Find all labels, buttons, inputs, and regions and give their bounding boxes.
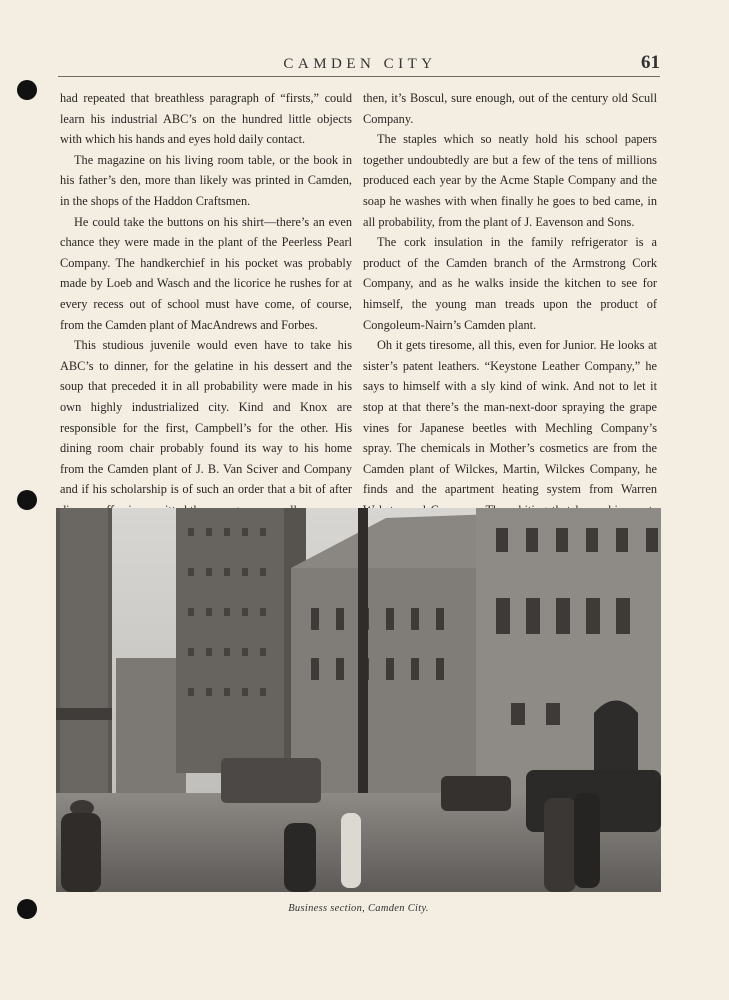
running-header-title: CAMDEN CITY <box>283 56 437 72</box>
left-column <box>60 88 352 520</box>
photo-illustration <box>56 508 661 892</box>
paragraph: had repeated that breathless paragraph of “firsts,” could learn his industrial ABC’s on the hundred little objects with which his hands and eyes hold daily contact. <box>60 91 352 147</box>
paragraph: then, it’s Boscul, sure enough, out of the century old Scull Company. <box>363 91 657 126</box>
binder-hole-bottom <box>17 899 37 919</box>
paragraph: The cork insulation in the family refrigerator is a product of the Camden branch of the Armstrong Cork Company, and as he walks inside the kitchen to see for himself, the young man treads upon the product of Congoleum-Nairn’s Camden plant. <box>363 235 657 332</box>
page-number: 61 <box>641 52 660 73</box>
right-column <box>363 88 657 562</box>
paragraph: He could take the buttons on his shirt—there’s an even chance they were made in the plant of the Peerless Pearl Company. The handkerchief in his pocket was probably made by Loeb and Wasch and the licorice he rushes for at every recess out of school must have come, of course, from the Camden plant of MacAndrews and Forbes. <box>60 214 352 332</box>
header-rule <box>58 76 660 77</box>
photo-caption: Business section, Camden City. <box>288 903 429 914</box>
paragraph: This studious juvenile would even have to take his ABC’s to dinner, for the gelatine in his dessert and the soup that preceded it in all probability were made in his own highly industrialized city. Kind and Knox are responsible for the first, Campbell’s for the other. His dining room chair probably found its way to his home from the Camden plant of J. B. Van Sciver and Company and if his scholarship is of such an order that a bit of after <box>60 338 352 497</box>
paragraph: The magazine on his living room table, or the book in his father’s den, more than likely was printed in Camden, in the shops of the Haddon Craftsmen. <box>60 152 352 208</box>
binder-hole-top <box>17 80 37 100</box>
binder-hole-middle <box>17 490 37 510</box>
street-photograph <box>56 508 661 892</box>
paragraph: Oh it gets tiresome, all this, even for Junior. He looks at sister’s patent leathers. “Keystone Leather Company,” he says to himself with a sly kind of wink. And not to let it stop at that there’s the man-next-door spraying the grape vines for Japanese beetles with Mechling Company’s spray. The chemicals in Mother’s cosmetics are from the Camden plant of Wilckes, Martin, Wilckes Company, he finds and the apartment heating system from Warren <box>363 338 657 497</box>
paragraph: The staples which so neatly hold his school papers together undoubtedly are but a few of the tens of millions produced each year by the Acme Staple Company and the soap he washes with when finally he goes to bed came, in all probability, from the plant of J. Eavenson and Sons. <box>363 132 657 229</box>
